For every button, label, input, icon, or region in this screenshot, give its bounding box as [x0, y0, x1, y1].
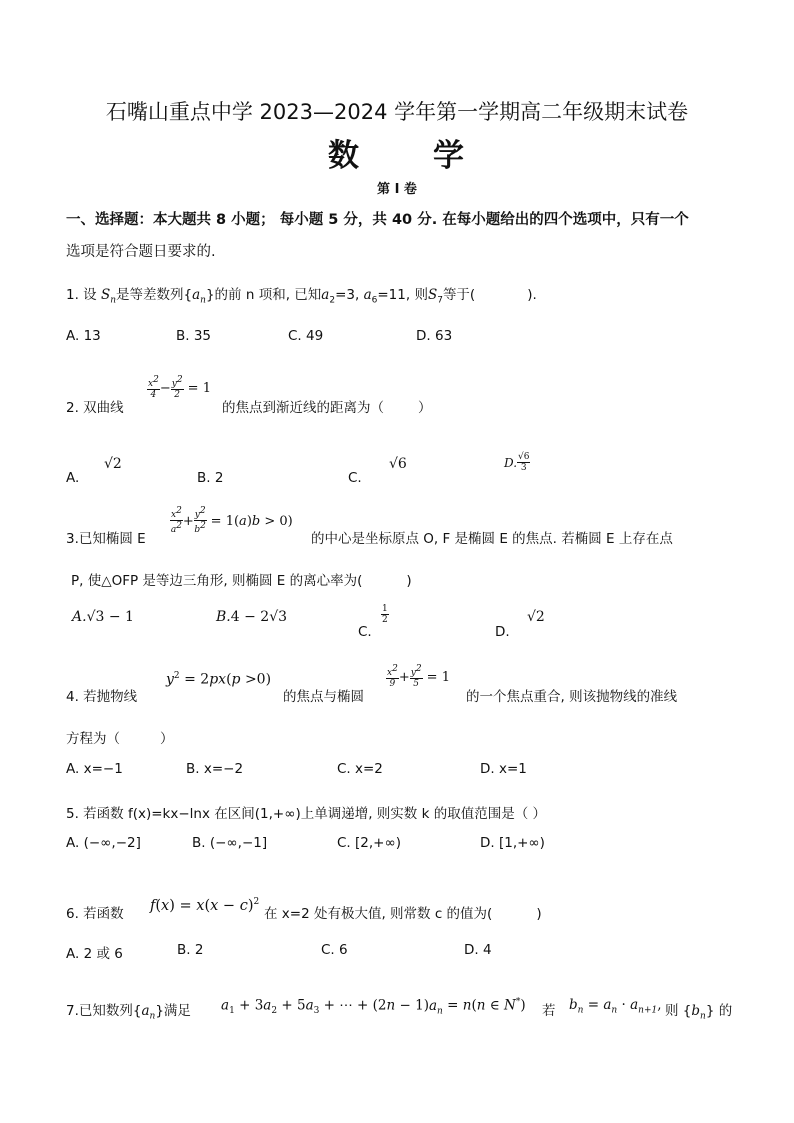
question-6-cont: 在 x=2 处有极大值, 则常数 c 的值为( ) — [264, 906, 542, 922]
section-heading-cont: 选项是符合题日要求的. — [66, 244, 216, 260]
question-7-cont: 则 $\{b_n\}$ 的 — [665, 1003, 733, 1022]
q2-option-d: D. $\frac{√6}{3}$ — [504, 452, 530, 473]
q4-option-c: C. x=2 — [337, 761, 383, 777]
question-3: 3.已知椭圆 E — [66, 531, 146, 547]
q1-option-d: D. 63 — [416, 328, 453, 344]
q7-bn-formula: $b_n = a_n \cdot a_{n+1}$, — [569, 997, 662, 1016]
q2-option-a: A. — [66, 470, 80, 486]
q7-series-formula: $a_1 + 3a_2 + 5a_3$ + ⋯ + $(2n - 1)a_n = n(n$ ∈ N*) — [221, 997, 526, 1017]
volume-label: 第 I 卷 — [377, 182, 417, 197]
section-heading: 一、选择题：本大题共 8 小题； 每小题 5 分，共 40 分. 在每小题给出的四个选项中，只有一个 — [66, 212, 689, 228]
q2-hyperbola-formula: $\frac{x^2}{4}$ − $\frac{y^2}{2}$ = 1 — [148, 375, 211, 400]
question-1: 1. 设 $S_n$是等差数列$\{a_n\}$的前 n 项和, 已知$a_2=3$, $a_6=11$, 则$S_7$等于( ). — [66, 287, 537, 306]
q2-option-b: B. 2 — [197, 470, 224, 486]
q3-option-c: C. — [358, 624, 372, 640]
q4-parabola-formula: $y^2 = 2px(p >0)$ — [166, 671, 272, 688]
q3-ellipse-formula: $\frac{x^2}{a^2}$ + $\frac{y^2}{b^2}$ = 1(a)b > 0) — [170, 506, 293, 535]
q6-function-formula: $f(x) = x(x - c)^2$ — [150, 897, 260, 914]
q2-option-c-value: √6 — [389, 456, 407, 472]
q2-option-a-value: √2 — [104, 456, 122, 472]
q1-option-c: C. 49 — [288, 328, 324, 344]
q3-option-c-value: $\frac{1}{2}$ — [382, 604, 388, 625]
question-5: 5. 若函数 f(x)=kx−lnx 在区间(1,+∞)上单调递增, 则实数 k 的取值范围是（ ） — [66, 806, 547, 822]
question-3-cont: 的中心是坐标原点 O, F 是椭圆 E 的焦点. 若椭圆 E 上存在点 — [311, 531, 673, 547]
q5-option-a: A. (−∞,−2] — [66, 835, 141, 851]
q1-option-b: B. 35 — [176, 328, 212, 344]
q6-option-c: C. 6 — [321, 942, 348, 958]
subject-title: 数 学 — [328, 138, 466, 174]
q6-option-d: D. 4 — [464, 942, 492, 958]
q6-option-a: A. 2 或 6 — [66, 946, 123, 962]
question-2: 2. 双曲线 — [66, 400, 124, 416]
question-4-line2: 方程为（ ） — [66, 731, 174, 747]
q2-option-c: C. — [348, 470, 362, 486]
q1-option-a: A. 13 — [66, 328, 101, 344]
q3-option-a: A.√3 − 1 — [72, 609, 134, 625]
q3-option-b: B.4 − 2√3 — [216, 609, 288, 625]
question-4: 4. 若抛物线 — [66, 689, 138, 705]
q5-option-b: B. (−∞,−1] — [192, 835, 268, 851]
q4-option-b: B. x=−2 — [186, 761, 244, 777]
q4-option-d: D. x=1 — [480, 761, 527, 777]
q3-option-d-value: √2 — [527, 609, 545, 625]
q3-option-d: D. — [495, 624, 510, 640]
question-7: 7.已知数列$\{a_n\}$满足 — [66, 1003, 191, 1022]
q5-option-d: D. [1,+∞) — [480, 835, 545, 851]
question-4-cont: 的一个焦点重合, 则该抛物线的准线 — [466, 689, 678, 705]
question-4-mid: 的焦点与椭圆 — [283, 689, 364, 705]
q6-option-b: B. 2 — [177, 942, 204, 958]
exam-title: 石嘴山重点中学 2023—2024 学年第一学期高二年级期末试卷 — [105, 100, 689, 124]
question-3-line2: P, 使△OFP 是等边三角形, 则椭圆 E 的离心率为( ) — [71, 573, 412, 589]
question-6: 6. 若函数 — [66, 906, 124, 922]
q4-option-a: A. x=−1 — [66, 761, 123, 777]
q4-ellipse-formula: $\frac{x^2}{9}$ + $\frac{y^2}{5}$ = 1 — [387, 664, 450, 689]
question-7-if: 若 — [542, 1003, 556, 1019]
question-2-cont: 的焦点到渐近线的距离为（ ） — [222, 400, 432, 416]
q5-option-c: C. [2,+∞) — [337, 835, 401, 851]
